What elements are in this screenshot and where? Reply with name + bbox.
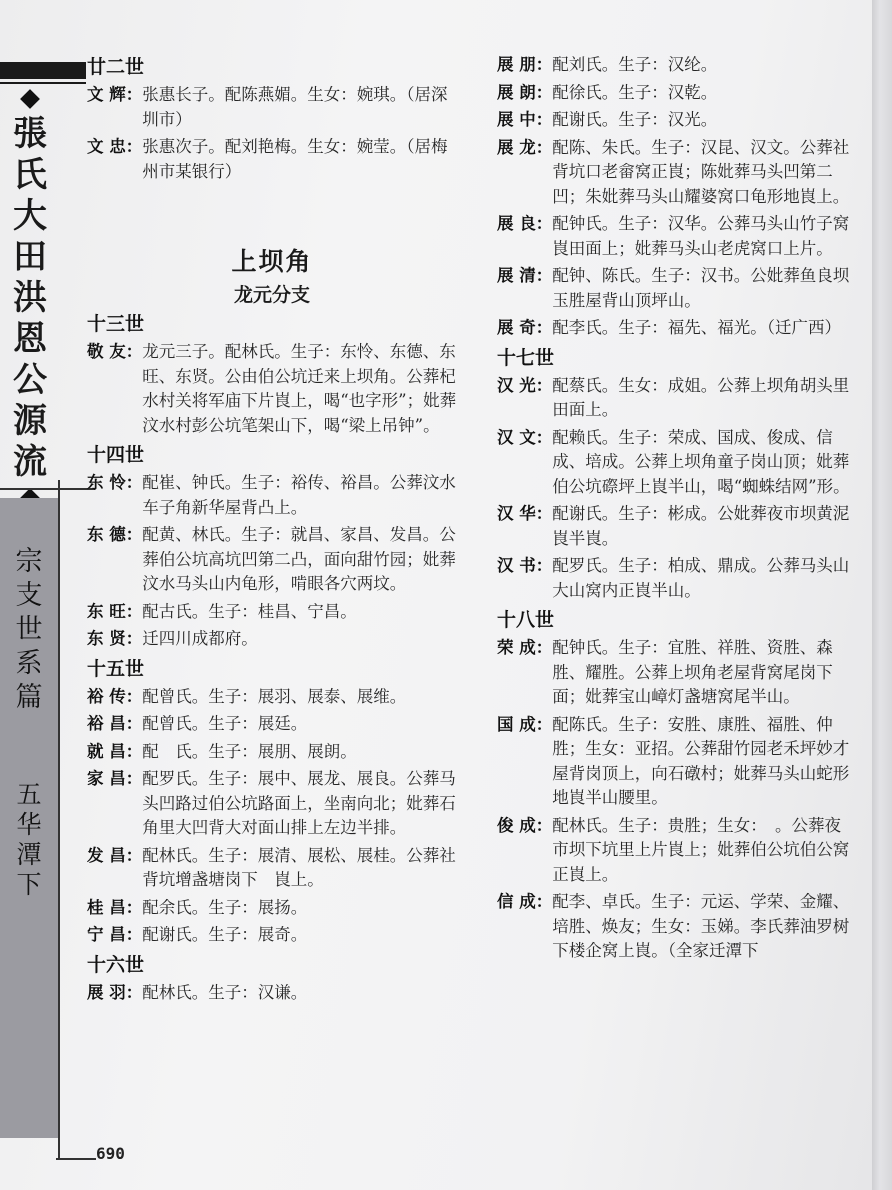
- genealogy-entry: [87, 471, 457, 520]
- generation-heading: 十四世: [87, 444, 145, 466]
- genealogy-entry: [497, 554, 857, 603]
- book-title-char: 公: [13, 360, 47, 400]
- genealogy-entry: [497, 264, 857, 313]
- entry-text: 配林氏。生子：汉谦。: [142, 982, 308, 1002]
- genealogy-entry: [87, 685, 457, 710]
- subsection-title: [4, 780, 54, 900]
- generation-heading: 十五世: [87, 657, 145, 680]
- genealogy-entry: [497, 136, 857, 210]
- generation-heading: 十六世: [87, 953, 145, 976]
- entry-text: 张惠长子。配陈燕媚。生女：婉琪。（居深圳市）: [142, 85, 448, 129]
- entry-text: 配崔、钟氏。生子：裕传、裕昌。公葬汶水车子角新华屋背凸上。: [142, 473, 456, 517]
- genealogy-entry: [497, 636, 857, 710]
- entry-text: 配余氏。生子：展扬。: [142, 897, 308, 917]
- book-title-char: 氏: [13, 155, 47, 195]
- genealogy-entry: [497, 374, 857, 423]
- entry-text: 配林氏。生子：展清、展松、展桂。公葬社背坑增盏塘岗下 崀上。: [142, 845, 456, 889]
- entry-name: 展 朗：: [497, 82, 553, 102]
- entry-name: 发 昌：: [87, 845, 143, 865]
- entry-text: 配黄、林氏。生子：就昌、家昌、发昌。公葬伯公坑高坑凹第二凸，面向甜竹园；妣葬汶水马头山内龟形，啃眼各穴两坟。: [142, 525, 456, 593]
- entry-name: 展 清：: [497, 266, 553, 285]
- genealogy-entry: [87, 340, 457, 438]
- book-title-char: 洪: [13, 278, 47, 318]
- genealogy-entry: [87, 135, 457, 184]
- right-column: [497, 50, 857, 967]
- entry-name: 展 羽：: [87, 982, 143, 1002]
- genealogy-entry: [87, 523, 457, 597]
- entry-name: 展 中：: [497, 110, 553, 129]
- section-title: [4, 545, 54, 715]
- entry-text: 配谢氏。生子：展奇。: [142, 925, 308, 944]
- entry-text: 配罗氏。生子：展中、展龙、展良。公葬马头凹路过伯公坑路面上，坐南向北；妣葬石角里大凹背大对面山排上左边半排。: [142, 769, 456, 837]
- genealogy-entry: [87, 627, 457, 652]
- book-title-char: 田: [13, 237, 47, 277]
- page-edge: [872, 0, 892, 1190]
- entry-text: 龙元三子。配林氏。生子：东怜、东德、东旺、东贤。公由伯公坑迁来上坝角。公葬杞水村关将军庙下片崀上，喝“也字形”；妣葬汶水村彭公坑笔架山下，喝“梁上吊钟”。: [142, 342, 457, 435]
- left-column: [87, 50, 457, 1008]
- generation-heading: 廿二世: [87, 56, 145, 78]
- genealogy-entry: [497, 502, 857, 551]
- entry-name: 荣 成：: [497, 638, 553, 657]
- genealogy-entry: [87, 896, 457, 921]
- genealogy-entry: [497, 713, 857, 811]
- entry-text: 配刘氏。生子：汉纶。: [552, 55, 718, 74]
- diamond-ornament-icon: [20, 89, 40, 109]
- entry-name: 展 良：: [497, 214, 553, 233]
- generation-heading: 十七世: [497, 346, 555, 369]
- generation-heading: 十八世: [497, 609, 555, 631]
- genealogy-entry: [87, 923, 457, 948]
- entry-name: 桂 昌：: [87, 897, 143, 917]
- entry-text: 配林氏。生子：贵胜；生女： 。公葬夜市坝下坑里上片崀上；妣葬伯公坑伯公窝正崀上。: [552, 815, 850, 884]
- book-title: [0, 114, 60, 483]
- page-number: 690: [96, 1144, 125, 1163]
- genealogy-entry: [497, 108, 857, 133]
- entry-name: 家 昌：: [87, 769, 143, 788]
- genealogy-entry: [497, 53, 857, 78]
- entry-text: 配蔡氏。生女：成姐。公葬上坝角胡头里田面上。: [552, 375, 850, 419]
- section-title-char: 篇: [15, 682, 43, 713]
- entry-name: 信 成：: [497, 892, 553, 911]
- entry-text: 配李氏。生子：福先、福光。（迁广西）: [552, 318, 841, 337]
- entry-text: 张惠次子。配刘艳梅。生女：婉莹。（居梅州市某银行）: [142, 137, 448, 181]
- entry-name: 就 昌：: [87, 741, 143, 761]
- place-heading: 上坝角: [231, 247, 313, 276]
- entry-name: 宁 昌：: [87, 925, 143, 944]
- genealogy-entry: [87, 740, 457, 765]
- entry-text: 配钟氏。生子：汉华。公葬马头山竹子窝崀田面上；妣葬马头山老虎窝口上片。: [552, 214, 850, 258]
- subsection-title-char: 华: [16, 810, 42, 839]
- genealogy-entry: [497, 814, 857, 888]
- entry-name: 裕 传：: [87, 686, 143, 706]
- entry-text: 配陈氏。生子：安胜、康胜、福胜、仲胜；生女：亚招。公葬甜竹园老禾坪妙才屋背岗顶上，向石礅村；妣葬马头山蛇形地崀半山腰里。: [552, 714, 850, 807]
- genealogy-entry: [497, 212, 857, 261]
- branch-heading: 龙元分支: [233, 284, 310, 306]
- entry-text: 配 氏。生子：展朋、展朗。: [142, 741, 357, 761]
- entry-name: 东 德：: [87, 525, 143, 544]
- genealogy-entry: [87, 600, 457, 625]
- entry-name: 东 怜：: [87, 473, 143, 492]
- subsection-title-char: 潭: [16, 840, 42, 869]
- entry-name: 文 辉：: [87, 85, 143, 104]
- entry-text: 配谢氏。生子：彬成。公妣葬夜市坝黄泥崀半崀。: [552, 504, 850, 548]
- entry-name: 俊 成：: [497, 815, 553, 835]
- book-title-char: 源: [13, 401, 47, 441]
- book-title-char: 大: [13, 196, 47, 236]
- book-title-char: 恩: [13, 319, 47, 359]
- entry-text: 配罗氏。生子：柏成、鼎成。公葬马头山大山窝内正崀半山。: [552, 556, 850, 600]
- entry-name: 展 龙：: [497, 137, 553, 157]
- subsection-title-char: 下: [16, 870, 42, 899]
- page-number-rule: [56, 1158, 96, 1160]
- entry-text: 配钟氏。生子：宜胜、祥胜、资胜、森胜、耀胜。公葬上坝角老屋背窝尾岗下面；妣葬宝山嶂灯盏塘窝尾半山。: [552, 638, 833, 706]
- entry-name: 汉 书：: [497, 556, 553, 575]
- entry-name: 汉 文：: [497, 427, 553, 447]
- entry-text: 配陈、朱氏。生子：汉昆、汉文。公葬社背坑口老畲窝正崀；陈妣葬马头凹第二凹；朱妣葬马头山耀婆窝口龟形地崀上。: [552, 137, 850, 206]
- title-bar-rule: [0, 62, 86, 79]
- entry-name: 展 奇：: [497, 318, 553, 337]
- genealogy-entry: [87, 767, 457, 841]
- genealogy-entry: [497, 81, 857, 106]
- entry-name: 文 忠：: [87, 137, 143, 156]
- genealogy-entry: [87, 981, 457, 1006]
- entry-text: 配曾氏。生子：展廷。: [142, 714, 308, 733]
- entry-name: 国 成：: [497, 714, 553, 734]
- section-title-char: 世: [15, 614, 43, 645]
- genealogy-entry: [497, 890, 857, 964]
- entry-text: 配赖氏。生子：荣成、国成、俊成、信成、培成。公葬上坝角童子岗山顶；妣葬伯公坑磜坪上崀半山，喝“蜘蛛结网”形。: [552, 427, 850, 496]
- entry-name: 敬 友：: [87, 342, 143, 361]
- entry-text: 配李、卓氏。生子：元运、学荣、金耀、培胜、焕友；生女：玉娣。李氏葬油罗树下楼企窝上崀。（全家迁潭下: [552, 892, 850, 960]
- subsection-title-char: 五: [16, 780, 42, 809]
- genealogy-entry: [497, 316, 857, 341]
- entry-name: 东 贤：: [87, 629, 143, 648]
- entry-name: 展 朋：: [497, 55, 553, 74]
- book-title-char: 張: [13, 114, 47, 154]
- entry-text: 配徐氏。生子：汉乾。: [552, 82, 718, 102]
- entry-name: 裕 昌：: [87, 714, 143, 733]
- section-title-char: 宗: [15, 546, 43, 577]
- entry-name: 东 旺：: [87, 601, 143, 621]
- entry-text: 配曾氏。生子：展羽、展泰、展维。: [142, 686, 407, 706]
- entry-text: 配古氏。生子：桂昌、宁昌。: [142, 601, 357, 621]
- entry-name: 汉 华：: [497, 504, 553, 523]
- genealogy-entry: [87, 83, 457, 132]
- section-title-char: 支: [15, 580, 43, 611]
- genealogy-entry: [87, 844, 457, 893]
- entry-text: 配钟、陈氏。生子：汉书。公妣葬鱼良坝玉胜屋背山顶坪山。: [552, 266, 850, 310]
- generation-heading: 十三世: [87, 313, 145, 335]
- genealogy-entry: [497, 426, 857, 500]
- entry-name: 汉 光：: [497, 375, 553, 395]
- book-title-char: 流: [13, 442, 47, 482]
- title-bar-thin-rule: [0, 82, 86, 84]
- section-title-char: 系: [15, 648, 43, 679]
- genealogy-entry: [87, 712, 457, 737]
- book-title-column: [0, 92, 60, 482]
- entry-text: 配谢氏。生子：汉光。: [552, 110, 718, 129]
- section-band-border: [58, 480, 60, 1160]
- section-divider: [0, 488, 95, 490]
- entry-text: 迁四川成都府。: [142, 629, 258, 648]
